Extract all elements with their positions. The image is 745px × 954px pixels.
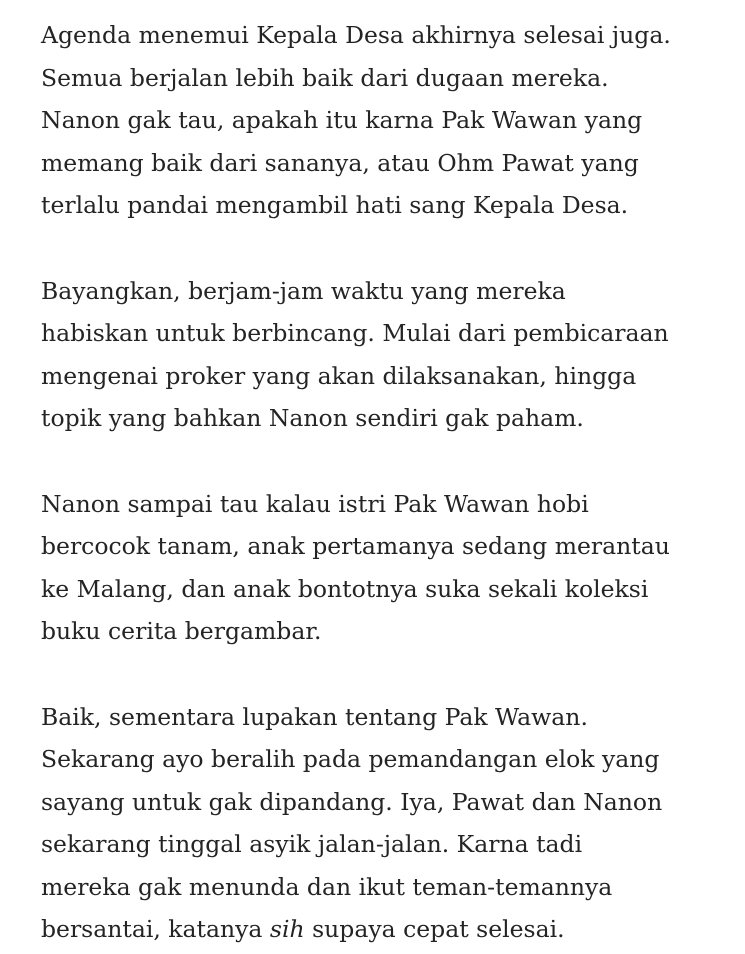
text-line-with-emphasis [41,908,725,951]
text-line: terlalu pandai mengambil hati sang Kepala Desa. [41,191,629,220]
text-line: ke Malang, dan anak bontotnya suka sekali koleksi [41,574,649,603]
text-line: memang baik dari sananya, atau Ohm Pawat yang [41,148,639,177]
paragraph-2 [41,270,725,440]
text-line: Semua berjalan lebih baik dari dugaan mereka. [41,63,609,92]
paragraph-4 [41,696,725,952]
emphasis-text: sih [269,915,305,944]
text-line: Nanon gak tau, apakah itu karna Pak Wawan yang [41,106,643,135]
paragraph-1 [41,14,725,227]
paragraph-3 [41,483,725,653]
text-line: mengenai proker yang akan dilaksanakan, hingga [41,361,637,390]
text-line: Agenda menemui Kepala Desa akhirnya selesai juga. [41,21,671,49]
text-line: Sekarang ayo beralih pada pemandangan elok yang [41,745,660,774]
text-line: sekarang tinggal asyik jalan-jalan. Karna tadi [41,830,583,859]
text-line: bercocok tanam, anak pertamanya sedang merantau [41,532,670,561]
text-segment: supaya cepat selesai. [304,915,565,944]
text-line: buku cerita bergambar. [41,617,322,646]
text-line: Bayangkan, berjam-jam waktu yang mereka [41,276,566,305]
text-line: mereka gak menunda dan ikut teman-temannya [41,872,613,901]
text-line: topik yang bahkan Nanon sendiri gak paham. [41,404,584,433]
text-line: sayang untuk gak dipandang. Iya, Pawat dan Nanon [41,787,663,816]
text-segment: bersantai, katanya [41,915,270,944]
text-line: Nanon sampai tau kalau istri Pak Wawan hobi [41,489,589,518]
text-line: habiskan untuk berbincang. Mulai dari pembicaraan [41,319,669,348]
text-line: Baik, sementara lupakan tentang Pak Wawan. [41,702,588,731]
